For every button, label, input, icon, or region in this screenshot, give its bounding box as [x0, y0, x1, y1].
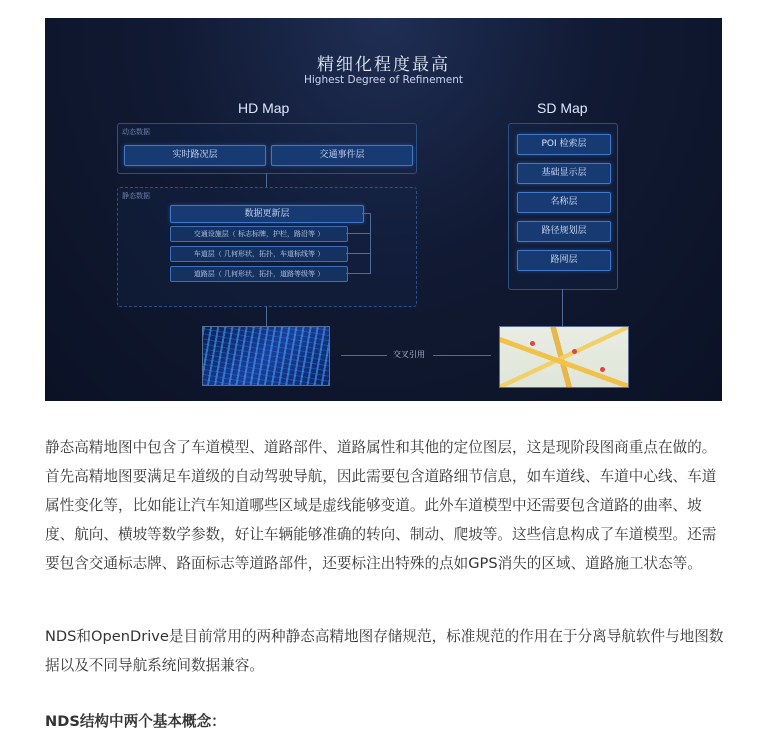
bracket-line	[346, 233, 370, 234]
diagram-subtitle: Highest Degree of Refinement	[303, 74, 463, 86]
cross-reference-label: 交叉引用	[393, 350, 425, 359]
connector-line	[266, 173, 267, 187]
sd-map-image	[499, 326, 629, 388]
cross-ref-line	[341, 355, 387, 356]
traffic-facility-layer: 交通设施层（ 标志标牌，护栏，路沿等 ）	[170, 226, 348, 242]
dynamic-data-panel	[117, 123, 417, 174]
map-pin-icon	[600, 367, 605, 372]
hd-map-pointcloud-image	[202, 326, 330, 386]
paragraph-nds-opendrive: NDS和OpenDrive是目前常用的两种静态高精地图存储规范，标准规范的作用在于分离导航软件与地图数据以及不同导航系统间数据兼容。	[45, 628, 724, 674]
bracket-line	[346, 253, 370, 254]
bracket-line	[370, 213, 371, 274]
cross-ref-line	[433, 355, 491, 356]
route-planning-layer: 路径规划层	[517, 221, 611, 242]
map-pin-icon	[572, 349, 577, 354]
sd-map-title: SD Map	[537, 100, 588, 116]
connector-line	[266, 306, 267, 326]
hd-map-title: HD Map	[238, 100, 290, 116]
realtime-traffic-layer: 实时路况层	[124, 145, 266, 166]
poi-search-layer: POI 检索层	[517, 134, 611, 155]
map-pin-icon	[530, 341, 535, 346]
hd-sd-map-diagram	[45, 18, 722, 401]
base-display-layer: 基础显示层	[517, 163, 611, 184]
connector-line	[562, 289, 563, 326]
section-subheading: NDS结构中两个基本概念：	[45, 713, 226, 730]
road-network-layer: 路网层	[517, 250, 611, 271]
bracket-line	[346, 273, 370, 274]
name-layer: 名称层	[517, 192, 611, 213]
bracket-line	[362, 213, 370, 214]
data-update-layer: 数据更新层	[170, 205, 364, 223]
traffic-event-layer: 交通事件层	[271, 145, 413, 166]
diagram-title: 精细化程度最高	[317, 55, 450, 75]
static-data-label: 静态数据	[122, 192, 150, 200]
dynamic-data-label: 动态数据	[122, 128, 150, 136]
road-layer: 道路层（ 几何形状，拓扑，道路等级等 ）	[170, 266, 348, 282]
lane-layer: 车道层（ 几何形状，拓扑，车道标线等 ）	[170, 246, 348, 262]
sd-map-panel	[508, 123, 618, 290]
static-data-panel	[117, 187, 417, 307]
paragraph-static-hd-map: 静态高精地图中包含了车道模型、道路部件、道路属性和其他的定位图层，这是现阶段图商重点在做的。首先高精地图要满足车道级的自动驾驶导航，因此需要包含道路细节信息，如车道线、车道中心线、车道属性变化等，比如能让汽车知道哪些区域是虚线能够变道。此外车道模型中还需要包含道路的曲率、坡度、航向、横坡等数学参数，好让车辆能够准确的转向、制动、爬坡等。这些信息构成了车道模型。还需要包含交通标志牌、路面标志等道路部件，还要标注出特殊的点如GPS消失的区域、道路施工状态等。	[45, 439, 717, 572]
